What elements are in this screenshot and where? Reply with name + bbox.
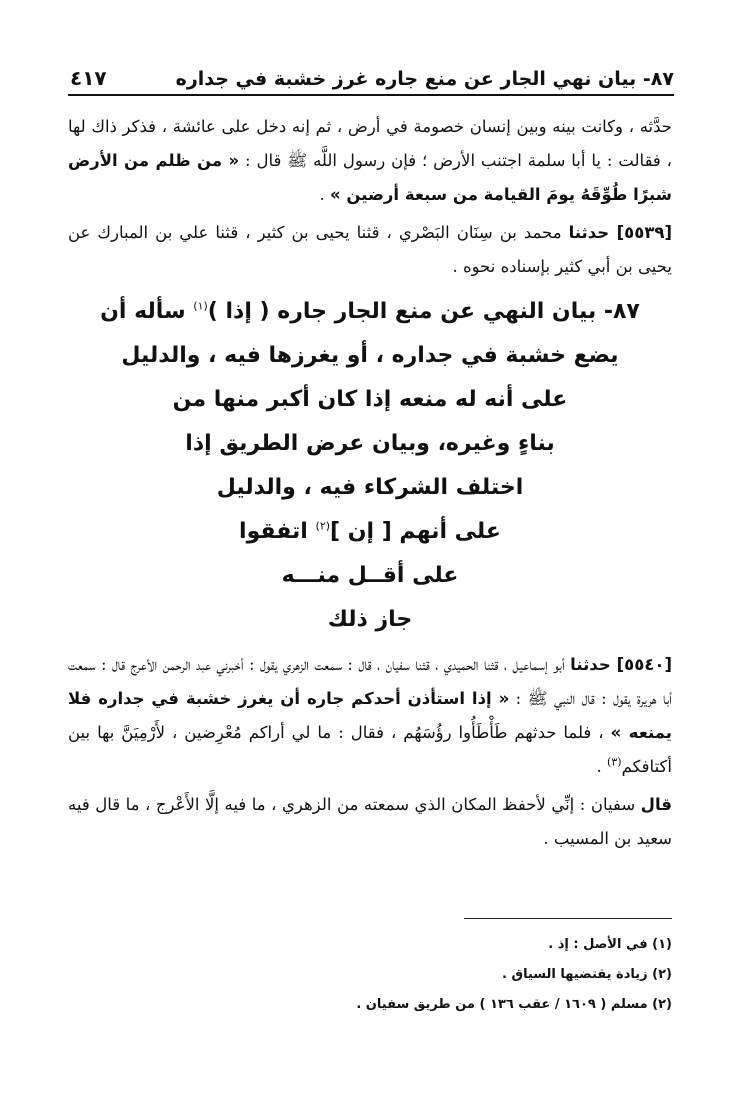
hadith-text-5539: محمد بن سِنَان البَصْري ، قثنا يحيى بن كثير ، قثنا علي بن المبارك عن يحيى بن أبي كثير بإسناده نحوه . bbox=[68, 223, 672, 276]
chapter-line-1-end: سأله أن bbox=[100, 299, 194, 324]
hadith-quote-land: « من ظلم من الأرض شبرًا طُوِّقَهُ يومَ القيامة من سبعة أرضين » bbox=[68, 151, 672, 204]
hadith-lead-5539: حدثنا bbox=[568, 223, 617, 242]
chapter-line-8: جاز ذلك bbox=[327, 607, 413, 632]
chapter-line-6-text: على أنهم [ إن ] bbox=[330, 519, 501, 544]
closing-lead: قال bbox=[640, 795, 672, 814]
hadith-text-5540-c: . bbox=[596, 757, 608, 776]
chapter-line-7: على أقــل منـــه bbox=[281, 563, 459, 588]
footnote-ref-1: (١) bbox=[193, 299, 208, 313]
page-header bbox=[70, 54, 674, 90]
hadith-number-5539: [٥٥٣٩] bbox=[616, 223, 673, 242]
running-title: ٨٧- بيان نهي الجار عن منع جاره غرز خشبة في جداره bbox=[175, 68, 674, 90]
page-number: ٤١٧ bbox=[70, 66, 107, 90]
footnote-2: (٢) زيادة يقتضيها السياق . bbox=[502, 967, 672, 982]
footnote-1: (١) في الأصل : إذ . bbox=[548, 937, 672, 952]
hadith-number-5540: [٥٥٤٠] bbox=[616, 655, 673, 674]
closing-text: سفيان : إنِّي لأحفظ المكان الذي سمعته من الزهري ، ما فيه إلَّا الأَعْرج ، ما قال فيه سعيد بن المسيب . bbox=[68, 795, 672, 848]
footnote-ref-2: (٢) bbox=[315, 519, 331, 533]
hadith-lead-5540: حدثنا bbox=[570, 655, 617, 674]
paragraph-aisha bbox=[68, 110, 672, 212]
paragraph-aisha-text: حدَّثه ، وكانت بينه وبين إنسان خصومة في أرض ، ثم إنه دخل على عائشة ، فذكر ذاك لها ، فقالت : يا أبا سلمة اجتنب الأرض ؛ فإن رسول اللَّه ﷺ قال : bbox=[68, 117, 673, 170]
chapter-heading bbox=[68, 290, 672, 642]
page-body bbox=[68, 110, 672, 856]
chapter-line-6-end: اتفقوا bbox=[239, 519, 316, 544]
chapter-line-6 bbox=[68, 510, 672, 554]
chapter-line-4: بناءٍ وغيره، وبيان عرض الطريق إذا bbox=[185, 431, 555, 456]
hadith-text-5540-a: أبو إسماعيل ، قثنا الحميدي ، قثنا سفيان ، قال : سمعت الزهري يقول : أخبرني عبد الرحمن الأعرج قال : سمعت أبا هريرة يقول : قال النبي ﷺ : bbox=[68, 655, 673, 708]
closing-paragraph bbox=[68, 788, 672, 856]
chapter-line-2: يضع خشبة في جداره ، أو يغرزها فيه ، والدليل bbox=[121, 343, 619, 368]
chapter-line-3: على أنه له منعه إذا كان أكبر منها من bbox=[172, 387, 568, 412]
chapter-line-1-text: ٨٧- بيان النهي عن منع الجار جاره ( إذا ) bbox=[207, 299, 640, 324]
chapter-line-5: اختلف الشركاء فيه ، والدليل bbox=[216, 475, 524, 500]
hadith-5539 bbox=[68, 216, 672, 284]
footnote-rule bbox=[464, 918, 672, 919]
paragraph-aisha-end: . bbox=[319, 185, 330, 204]
footnote-3: (٢) مسلم ( ١٦٠٩ / عقب ١٣٦ ) من طريق سفيان . bbox=[356, 997, 672, 1012]
footnote-ref-3: (٣) bbox=[607, 755, 622, 769]
footnotes bbox=[68, 930, 672, 1020]
chapter-line-1 bbox=[68, 290, 672, 334]
hadith-quote-wall: « إذا استأذن أحدكم جاره أن يغرز خشبة في جداره فلا يمنعه » bbox=[68, 689, 672, 742]
hadith-5540 bbox=[68, 648, 672, 784]
header-rule bbox=[68, 94, 674, 96]
hadith-text-5540-b: ، فلما حدثهم طَأْطَأُوا رؤُسَهُم ، فقال : ما لي أراكم مُعْرِضين ، لأَرْمِيَنَّ بها بين أكتافكم bbox=[68, 723, 672, 776]
